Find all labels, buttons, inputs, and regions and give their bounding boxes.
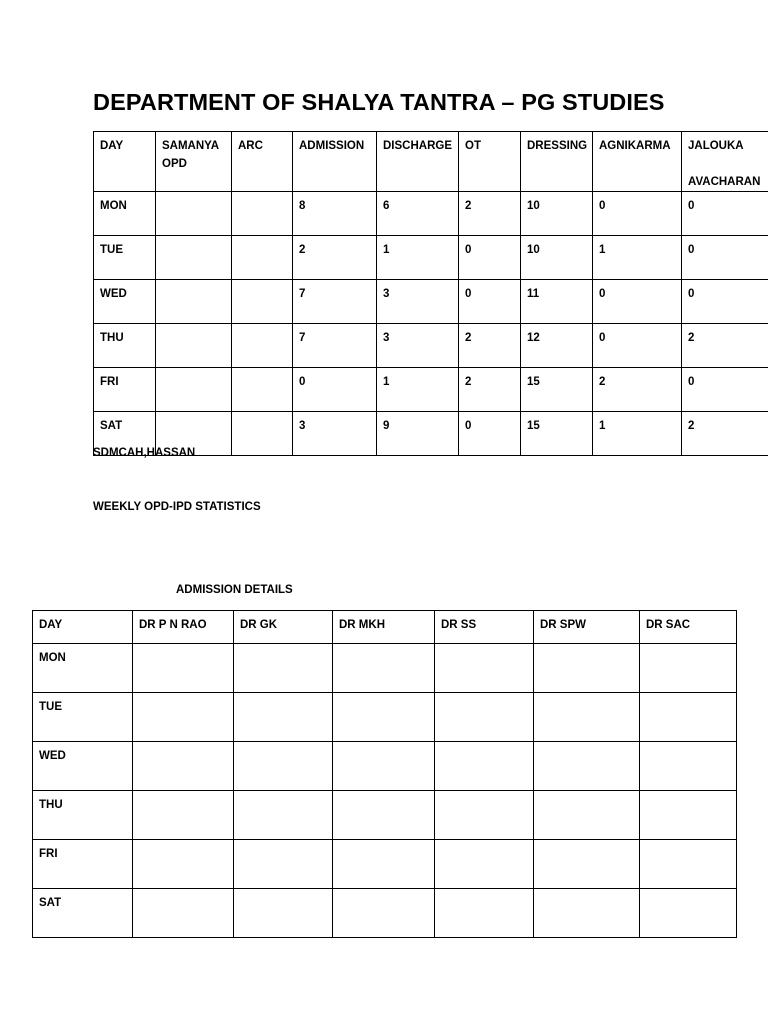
column-header: DR MKH	[333, 611, 435, 644]
table-cell	[133, 840, 234, 889]
table-cell: 2	[682, 324, 768, 368]
table-row	[94, 324, 768, 368]
table-cell	[640, 889, 737, 938]
table-cell	[640, 840, 737, 889]
table-cell	[232, 368, 293, 412]
table-cell: 0	[593, 324, 682, 368]
table-row	[94, 368, 768, 412]
table-cell: WED	[94, 280, 156, 324]
table-cell: 11	[521, 280, 593, 324]
column-header: DAY	[94, 132, 156, 192]
table-cell: THU	[94, 324, 156, 368]
table-cell	[133, 791, 234, 840]
table-cell: 0	[459, 280, 521, 324]
table-row	[33, 644, 737, 693]
table-cell	[156, 236, 232, 280]
admission-details-heading: ADMISSION DETAILS	[176, 584, 293, 596]
page-title: DEPARTMENT OF SHALYA TANTRA – PG STUDIES	[93, 89, 665, 115]
table-cell	[133, 889, 234, 938]
table-cell: 1	[593, 412, 682, 456]
header-row	[94, 132, 768, 192]
table-cell	[333, 693, 435, 742]
report-subtitle: WEEKLY OPD-IPD STATISTICS	[93, 501, 261, 513]
table-cell: 10	[521, 236, 593, 280]
table-cell	[534, 889, 640, 938]
table-cell: 9	[377, 412, 459, 456]
table-cell	[640, 644, 737, 693]
table-cell: 2	[459, 368, 521, 412]
table-cell	[234, 889, 333, 938]
table-cell: 10	[521, 192, 593, 236]
weekly-stats-table	[93, 131, 768, 456]
table-cell: 0	[459, 412, 521, 456]
table-cell: 1	[377, 236, 459, 280]
column-header: DR SPW	[534, 611, 640, 644]
table-cell: 0	[459, 236, 521, 280]
column-header: JALOUKA AVACHARAN	[682, 132, 768, 192]
table-cell	[333, 791, 435, 840]
table-cell: 1	[593, 236, 682, 280]
table-cell	[640, 791, 737, 840]
table-cell: 3	[377, 324, 459, 368]
column-header: DR SS	[435, 611, 534, 644]
table-cell: 1	[377, 368, 459, 412]
table-cell	[232, 192, 293, 236]
table-cell: 12	[521, 324, 593, 368]
table-cell: 6	[377, 192, 459, 236]
column-header: DISCHARGE	[377, 132, 459, 192]
table-cell	[333, 840, 435, 889]
table-cell	[156, 192, 232, 236]
table-cell: 0	[682, 236, 768, 280]
table-cell	[232, 324, 293, 368]
column-header: DR P N RAO	[133, 611, 234, 644]
table-cell	[232, 280, 293, 324]
table-cell	[333, 742, 435, 791]
table-cell: THU	[33, 791, 133, 840]
table-cell	[534, 742, 640, 791]
column-header: SAMANYA OPD	[156, 132, 232, 192]
table-row	[94, 192, 768, 236]
table-cell: 2	[459, 192, 521, 236]
table-cell: WED	[33, 742, 133, 791]
table-cell: 0	[682, 280, 768, 324]
table-row	[33, 791, 737, 840]
table-cell	[156, 280, 232, 324]
column-header: OT	[459, 132, 521, 192]
table-cell: FRI	[94, 368, 156, 412]
table-cell: 0	[593, 192, 682, 236]
table-cell	[333, 889, 435, 938]
table-cell	[234, 644, 333, 693]
table-cell: 0	[682, 192, 768, 236]
table-cell	[534, 644, 640, 693]
table-cell: MON	[94, 192, 156, 236]
table-cell	[435, 840, 534, 889]
column-header: DR GK	[234, 611, 333, 644]
table-cell	[133, 644, 234, 693]
column-header: AGNIKARMA	[593, 132, 682, 192]
column-header: ADMISSION	[293, 132, 377, 192]
table-cell: 2	[293, 236, 377, 280]
column-header: DAY	[33, 611, 133, 644]
table-cell	[234, 693, 333, 742]
table-cell	[534, 693, 640, 742]
table-cell: 0	[682, 368, 768, 412]
table-cell	[133, 742, 234, 791]
table-cell	[435, 693, 534, 742]
table-cell	[435, 644, 534, 693]
table-cell: 7	[293, 280, 377, 324]
table-cell: FRI	[33, 840, 133, 889]
table-cell	[640, 693, 737, 742]
table-row	[33, 840, 737, 889]
table-cell: 2	[593, 368, 682, 412]
table-cell: TUE	[33, 693, 133, 742]
table-cell: 15	[521, 368, 593, 412]
table-cell	[435, 742, 534, 791]
table-cell: 3	[377, 280, 459, 324]
table-cell	[156, 324, 232, 368]
table-row	[33, 889, 737, 938]
table-cell: MON	[33, 644, 133, 693]
column-header: DR SAC	[640, 611, 737, 644]
table-cell	[232, 236, 293, 280]
table-cell	[534, 840, 640, 889]
column-header: DRESSING	[521, 132, 593, 192]
table-cell	[234, 840, 333, 889]
table-cell	[534, 791, 640, 840]
table-row	[94, 236, 768, 280]
table-cell	[232, 412, 293, 456]
table-cell	[435, 889, 534, 938]
table-cell: 8	[293, 192, 377, 236]
table-cell: 2	[459, 324, 521, 368]
table-cell	[156, 368, 232, 412]
table-cell: TUE	[94, 236, 156, 280]
table-cell: 2	[682, 412, 768, 456]
table-cell	[640, 742, 737, 791]
table-cell: 7	[293, 324, 377, 368]
table-cell	[234, 742, 333, 791]
table-row	[33, 693, 737, 742]
table-cell	[133, 693, 234, 742]
admission-details-table	[32, 610, 737, 938]
table-cell	[333, 644, 435, 693]
column-header: ARC	[232, 132, 293, 192]
table-row	[94, 280, 768, 324]
header-row	[33, 611, 737, 644]
table-cell	[435, 791, 534, 840]
table-cell: SAT	[94, 412, 156, 456]
institution-name: SDMCAH,HASSAN	[93, 447, 196, 459]
table-row	[33, 742, 737, 791]
table-cell: 0	[293, 368, 377, 412]
table-cell: SAT	[33, 889, 133, 938]
table-cell	[234, 791, 333, 840]
table-cell: 0	[593, 280, 682, 324]
table-cell: 3	[293, 412, 377, 456]
table-cell: 15	[521, 412, 593, 456]
